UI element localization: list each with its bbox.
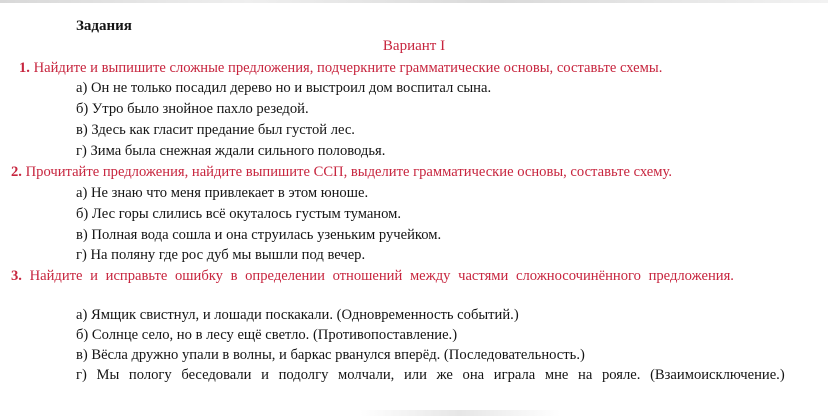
task-2-number: 2. <box>11 164 22 180</box>
page-title: Задания <box>76 18 132 34</box>
task-1-item-b: б) Утро было знойное пахло резедой. <box>76 101 309 117</box>
task-1-instruction <box>19 59 662 78</box>
task-2-item-d: г) На поляну где рос дуб мы вышли под вечер. <box>76 247 366 263</box>
variant-label: Вариант I <box>382 38 446 54</box>
task-1-text: Найдите и выпишите сложные предложения, подчеркните грамматические основы, составьте схемы. <box>33 60 663 76</box>
task-1-number: 1. <box>19 60 30 76</box>
task-3-number: 3. <box>11 268 22 284</box>
task-3-item-b: б) Солнце село, но в лесу ещё светло. (Противопоставление.) <box>76 327 458 343</box>
task-2-item-c: в) Полная вода сошла и она струилась узеньким ручейком. <box>76 227 442 243</box>
bottom-edge-smudge <box>360 410 560 416</box>
task-3-item-a: а) Ямщик свистнул, и лошади поскакали. (Одновременность событий.) <box>76 307 519 323</box>
task-1-item-a: а) Он не только посадил дерево но и выстроил дом воспитал сына. <box>76 80 492 96</box>
task-1-item-d: г) Зима была снежная ждали сильного половодья. <box>76 143 386 159</box>
task-3-instruction <box>11 267 801 286</box>
task-1-item-c: в) Здесь как гласит предание был густой лес. <box>76 122 355 138</box>
task-2-instruction <box>11 163 672 182</box>
task-2-text: Прочитайте предложения, найдите выпишите ССП, выделите грамматические основы, составьте схему. <box>25 164 672 180</box>
task-3-text: Найдите и исправьте ошибку в определении отношений между частями сложносочинённого предложения. <box>29 268 734 284</box>
task-2-item-b: б) Лес горы слились всё окуталось густым туманом. <box>76 206 402 222</box>
task-3-item-c: в) Вёсла дружно упали в волны, и баркас рванулся вперёд. (Последовательность.) <box>76 347 585 363</box>
task-3-item-d: г) Мы пологу беседовали и подолгу молчали, или же она играла мне на рояле. (Взаимоисключение.) <box>76 367 785 383</box>
task-2-item-a: а) Не знаю что меня привлекает в этом юноше. <box>76 185 369 201</box>
